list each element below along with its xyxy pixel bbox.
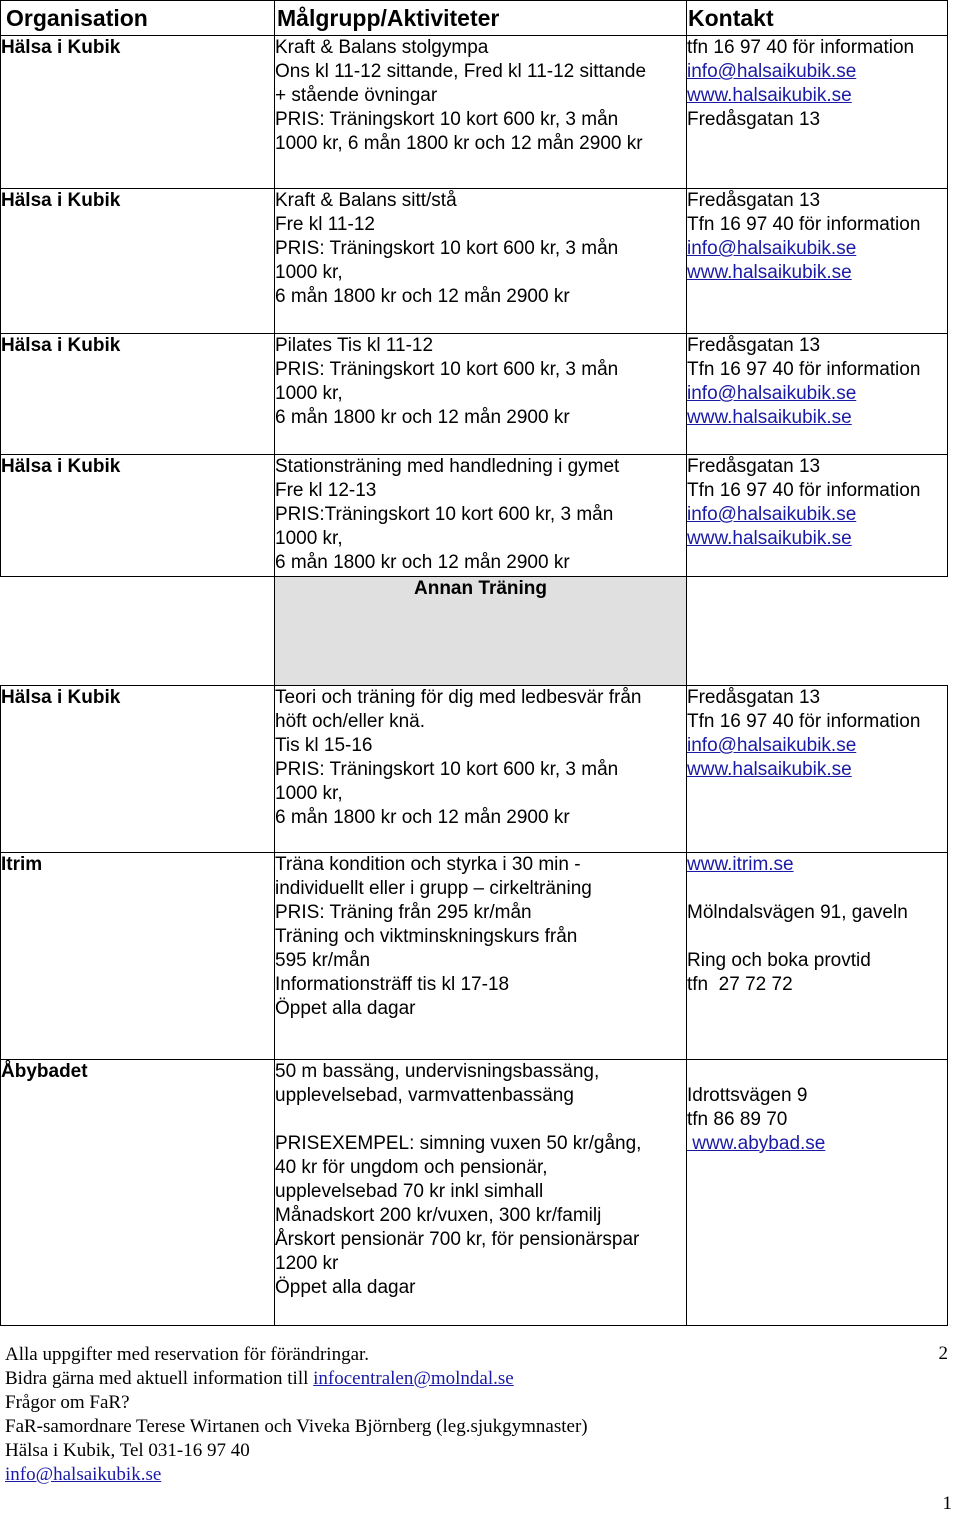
text-line: Fredåsgatan 13 (687, 456, 821, 477)
text-line: Mölndalsvägen 91, gaveln (687, 902, 908, 923)
header-contact: Kontakt (687, 1, 948, 36)
text-line: PRIS:Träningskort 10 kort 600 kr, 3 mån (275, 504, 614, 525)
activity-cell (275, 334, 687, 455)
text-line: tfn 16 97 40 för information (687, 37, 915, 58)
text-line: Fredåsgatan 13 (687, 335, 821, 356)
text-line: Fredåsgatan 13 (687, 109, 821, 130)
contact-link[interactable]: info@halsaikubik.se (687, 735, 857, 756)
contact-cell (687, 189, 948, 334)
text-line: 1000 kr, (275, 262, 343, 283)
text-line: Tfn 16 97 40 för information (687, 214, 921, 235)
text-line: individuellt eller i grupp – cirkelträning (275, 878, 592, 899)
banner-left-empty (1, 577, 275, 686)
contact-link[interactable]: www.abybad.se (687, 1133, 826, 1154)
activity-cell (275, 853, 687, 1060)
text-line: PRIS: Träningskort 10 kort 600 kr, 3 mån (275, 359, 619, 380)
text-line: Fre kl 11-12 (275, 214, 375, 235)
footer-coordinators: FaR-samordnare Terese Wirtanen och Viveka Björnberg (leg.sjukgymnaster) (5, 1416, 588, 1437)
table-row (1, 189, 948, 334)
text-line: 40 kr för ungdom och pensionär, (275, 1157, 548, 1178)
page-number: 2 (938, 1343, 948, 1364)
text-line: 6 mån 1800 kr och 12 mån 2900 kr (275, 286, 570, 307)
text-line: Tfn 16 97 40 för information (687, 711, 921, 732)
text-line: Tfn 16 97 40 för information (687, 480, 921, 501)
text-line: PRISEXEMPEL: simning vuxen 50 kr/gång, (275, 1133, 642, 1154)
text-line: PRIS: Träningskort 10 kort 600 kr, 3 mån (275, 109, 619, 130)
footer (5, 1343, 950, 1487)
table-header (1, 1, 948, 36)
text-line: Tfn 16 97 40 för information (687, 359, 921, 380)
table-row (1, 36, 948, 189)
text-line: Öppet alla dagar (275, 1277, 416, 1298)
text-line: Informationsträff tis kl 17-18 (275, 974, 510, 995)
contact-link[interactable]: www.halsaikubik.se (687, 759, 852, 780)
section-banner-row (1, 577, 948, 686)
infocentralen-email-link[interactable]: infocentralen@molndal.se (313, 1368, 514, 1389)
text-line: 1000 kr, (275, 528, 343, 549)
org-name: Itrim (1, 853, 275, 1060)
contact-link[interactable]: www.halsaikubik.se (687, 262, 852, 283)
text-line: Tis kl 15-16 (275, 735, 373, 756)
contact-cell (687, 36, 948, 189)
org-name: Hälsa i Kubik (1, 189, 275, 334)
text-line: PRIS: Träningskort 10 kort 600 kr, 3 mån (275, 238, 619, 259)
text-line: + stående övningar (275, 85, 438, 106)
header-organisation: Organisation (1, 1, 275, 36)
text-line: Träna kondition och styrka i 30 min - (275, 854, 581, 875)
text-line: Fredåsgatan 13 (687, 687, 821, 708)
text-line: tfn 86 89 70 (687, 1109, 788, 1130)
text-line: Fredåsgatan 13 (687, 190, 821, 211)
text-line: PRIS: Träningskort 10 kort 600 kr, 3 mån (275, 759, 619, 780)
text-line: Årskort pensionär 700 kr, för pensionärspar (275, 1229, 640, 1250)
banner-right-empty (687, 577, 948, 686)
text-line: 595 kr/mån (275, 950, 371, 971)
contact-link[interactable]: info@halsaikubik.se (687, 504, 857, 525)
text-line: 1000 kr, 6 mån 1800 kr och 12 mån 2900 kr (275, 133, 643, 154)
activity-cell (275, 686, 687, 853)
org-name: Hälsa i Kubik (1, 334, 275, 455)
contact-cell (687, 686, 948, 853)
activity-cell (275, 189, 687, 334)
contact-cell (687, 334, 948, 455)
text-line: Ring och boka provtid (687, 950, 871, 971)
footer-disclaimer: Alla uppgifter med reservation för förändringar. (5, 1344, 370, 1365)
footer-questions: Frågor om FaR? (5, 1392, 130, 1413)
activity-cell (275, 36, 687, 189)
text-line: Idrottsvägen 9 (687, 1085, 808, 1106)
text-line (275, 1108, 686, 1132)
contact-link[interactable]: info@halsaikubik.se (687, 383, 857, 404)
text-line: 50 m bassäng, undervisningsbassäng, (275, 1061, 600, 1082)
activity-cell (275, 1060, 687, 1326)
text-line: Träning och viktminskningskurs från (275, 926, 578, 947)
text-line: upplevelsebad, varmvattenbassäng (275, 1085, 574, 1106)
text-line (687, 925, 947, 949)
activity-cell (275, 455, 687, 577)
org-name: Hälsa i Kubik (1, 686, 275, 853)
text-line: Kraft & Balans stolgympa (275, 37, 489, 58)
org-name: Åbybadet (1, 1060, 275, 1326)
org-name: Hälsa i Kubik (1, 455, 275, 577)
text-line: Fre kl 12-13 (275, 480, 377, 501)
text-line: 1200 kr (275, 1253, 339, 1274)
text-line: Pilates Tis kl 11-12 (275, 335, 434, 356)
contact-link[interactable]: info@halsaikubik.se (687, 61, 857, 82)
contact-link[interactable]: info@halsaikubik.se (687, 238, 857, 259)
text-line: 1000 kr, (275, 783, 343, 804)
page-number-bottom: 1 (942, 1493, 952, 1514)
contact-link[interactable]: www.itrim.se (687, 854, 794, 875)
text-line: tfn 27 72 72 (687, 974, 793, 995)
halsaikubik-email-link[interactable]: info@halsaikubik.se (5, 1464, 162, 1485)
text-line: höft och/eller knä. (275, 711, 425, 732)
contact-link[interactable]: www.halsaikubik.se (687, 528, 852, 549)
text-line (687, 877, 947, 901)
text-line: Kraft & Balans sitt/stå (275, 190, 457, 211)
text-line (687, 1060, 947, 1084)
table-row (1, 334, 948, 455)
text-line: Öppet alla dagar (275, 998, 416, 1019)
contact-link[interactable]: www.halsaikubik.se (687, 85, 852, 106)
header-activities: Målgrupp/Aktiviteter (275, 1, 687, 36)
section-title: Annan Träning (275, 577, 687, 686)
text-line: PRIS: Träning från 295 kr/mån (275, 902, 532, 923)
text-line: 6 mån 1800 kr och 12 mån 2900 kr (275, 407, 570, 428)
text-line: 6 mån 1800 kr och 12 mån 2900 kr (275, 552, 570, 573)
footer-phone: Hälsa i Kubik, Tel 031-16 97 40 (5, 1440, 250, 1461)
table-row (1, 853, 948, 1060)
contact-cell (687, 853, 948, 1060)
org-name: Hälsa i Kubik (1, 36, 275, 189)
contact-link[interactable]: www.halsaikubik.se (687, 407, 852, 428)
table-row (1, 686, 948, 853)
text-line: 1000 kr, (275, 383, 343, 404)
text-line: Stationsträning med handledning i gymet (275, 456, 620, 477)
contact-cell (687, 455, 948, 577)
text-line: Ons kl 11-12 sittande, Fred kl 11-12 sittande (275, 61, 647, 82)
text-line: upplevelsebad 70 kr inkl simhall (275, 1181, 544, 1202)
contact-cell (687, 1060, 948, 1326)
text-line: Teori och träning för dig med ledbesvär från (275, 687, 642, 708)
footer-contribute: Bidra gärna med aktuell information till infocentralen@molndal.se (5, 1368, 514, 1389)
text-line: 6 mån 1800 kr och 12 mån 2900 kr (275, 807, 570, 828)
table-row (1, 455, 948, 577)
text-line: Månadskort 200 kr/vuxen, 300 kr/familj (275, 1205, 602, 1226)
table-row (1, 1060, 948, 1326)
